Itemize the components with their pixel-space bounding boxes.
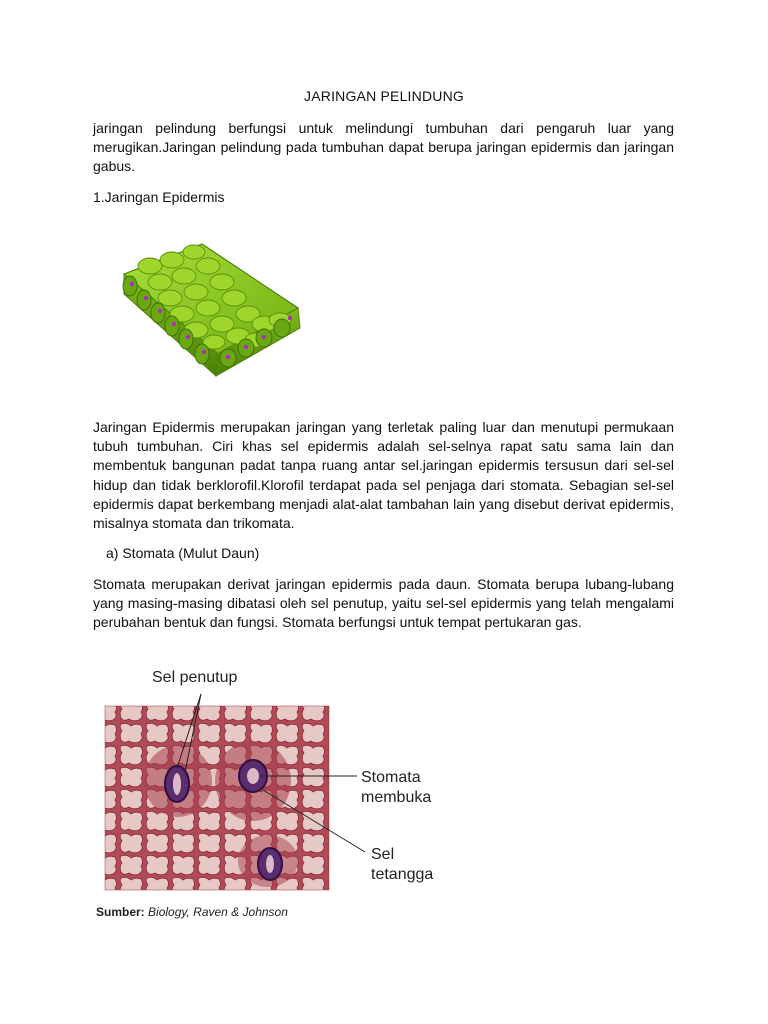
section-heading-epidermis: 1.Jaringan Epidermis (93, 189, 225, 205)
label-stomata-line1: Stomata (361, 769, 421, 786)
label-sel-line1: Sel (371, 846, 395, 863)
subsection-heading-stomata: a) Stomata (Mulut Daun) (106, 545, 260, 561)
label-stomata-line2: membuka (361, 789, 432, 806)
stomata-paragraph: Stomata merupakan derivat jaringan epidermis pada daun. Stomata berupa lubang-lubang yang masing-masing dibatasi oleh sel penutup, yaitu sel-sel epidermis yang telah mengalami perubahan bentuk dan fungsi. Stomata berfungsi untuk tempat pertukaran gas. (93, 576, 674, 631)
label-sel-penutup: Sel penutup (152, 669, 238, 686)
label-sel-line2: tetangga (371, 866, 434, 883)
epidermis-illustration (110, 236, 310, 381)
intro-paragraph: jaringan pelindung berfungsi untuk melindungi tumbuhan dari pengaruh luar yang merugikan.Jaringan pelindung pada tumbuhan dapat berupa jaringan epidermis dan jaringan gabus. (93, 120, 674, 175)
label-stomata-membuka (361, 768, 431, 808)
source-citation: Biology, Raven & Johnson (148, 905, 288, 919)
figure-source (96, 905, 288, 919)
source-label: Sumber: (96, 905, 145, 919)
page-title: JARINGAN PELINDUNG (304, 88, 464, 104)
label-sel-tetangga (371, 845, 433, 885)
epidermis-paragraph: Jaringan Epidermis merupakan jaringan yang terletak paling luar dan menutupi permukaan tubuh tumbuhan. Ciri khas sel epidermis adalah sel-selnya rapat satu sama lain dan membentuk bangunan padat tanpa ruang antar sel.jaringan epidermis tersusun dari sel-sel hidup dan tidak berklorofil.Klorofil terdapat pada sel penjaga dari stomata. Sebagian sel-sel epidermis dapat berkembang menjadi alat-alat tambahan lain yang disebut derivat epidermis, misalnya stomata dan trikomata. (93, 419, 674, 532)
